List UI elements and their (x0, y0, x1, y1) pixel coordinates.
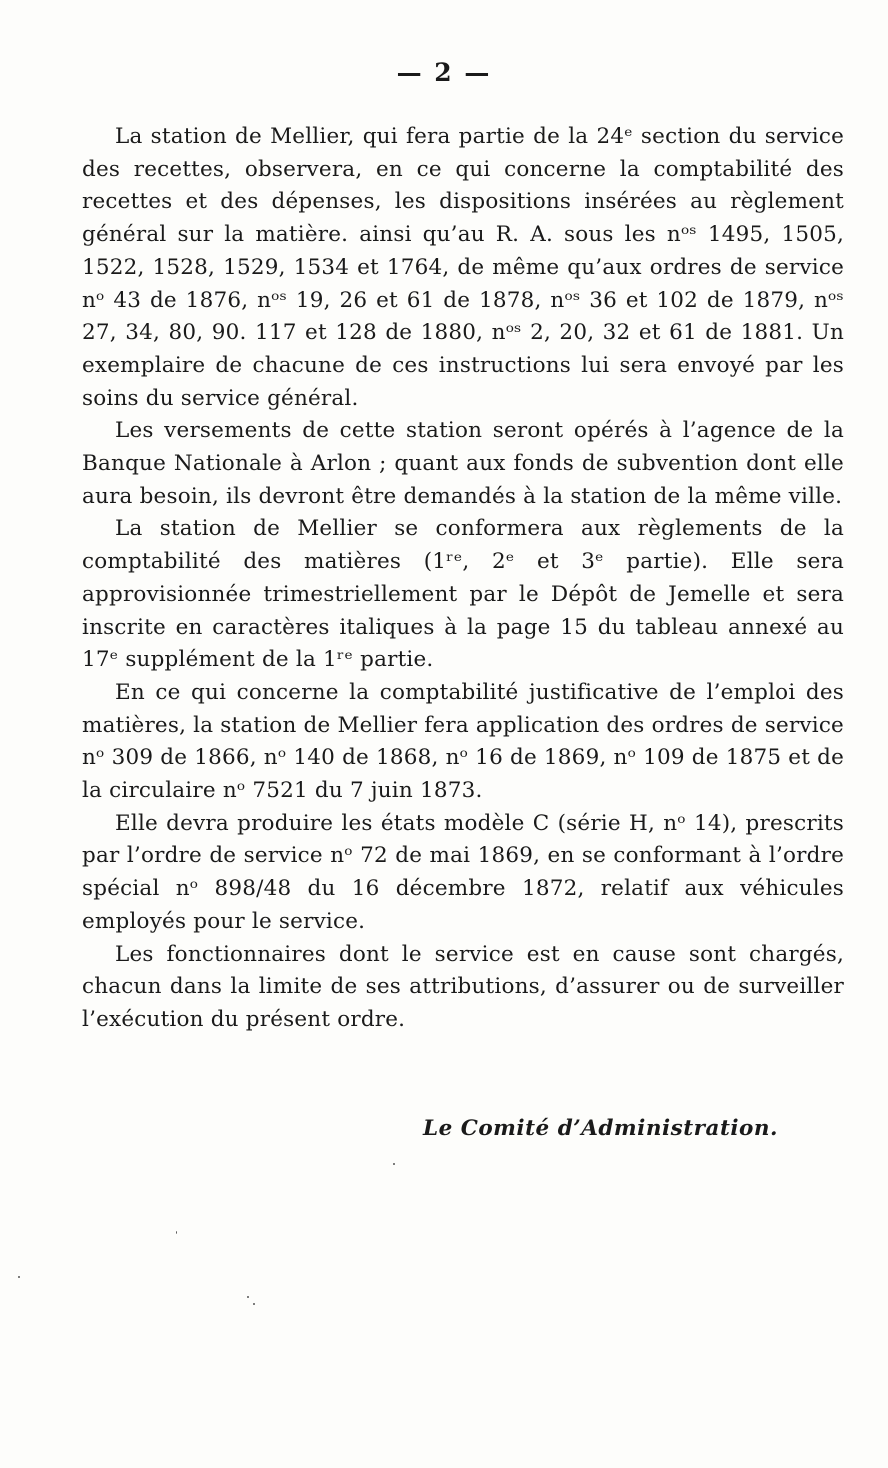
scan-speck (176, 1231, 177, 1234)
signature: Le Comité d’Administration. (422, 1116, 778, 1141)
paragraph-justification: En ce qui concerne la comptabilité justificative de l’emploi des matières, la station de Mellier fera application des ordres de service nᵒ 309 de 1866, nᵒ 140 de 1868, nᵒ 16 de 1869, nᵒ 109 de 1875 et de la circulaire nᵒ 7521 du 7 juin 1873. (82, 679, 844, 804)
scan-speck (18, 1276, 20, 1278)
paragraph-deposits: Les versements de cette station seront opérés à l’agence de la Banque Nationale à Arlon ; quant aux fonds de subvention dont elle aura besoin, ils devront être demandés à la station de la même ville. (82, 418, 844, 509)
page-number: — 2 — (396, 58, 492, 87)
paragraph-materials: La station de Mellier se conformera aux règlements de la comptabilité des matières (1ʳᵉ, 2ᵉ et 3ᵉ partie). Elle sera approvisionnée trimestriellement par le Dépôt de Jemelle et sera inscrite en caractères italiques à la page 15 du tableau annexé au 17ᵉ supplément de la 1ʳᵉ partie. (82, 516, 844, 673)
scan-speck (253, 1303, 255, 1305)
paragraph-accounting: La station de Mellier, qui fera partie de la 24ᵉ section du service des recettes, observera, en ce qui concerne la comptabilité des recettes et des dépenses, les dispositions insérées au règlement général sur la matière. ainsi qu’au R. A. sous les nᵒˢ 1495, 1505, 1522, 1528, 1529, 1534 et 1764, de même qu’aux ordres de service nᵒ 43 de 1876, nᵒˢ 19, 26 et 61 de 1878, nᵒˢ 36 et 102 de 1879, nᵒˢ 27, 34, 80, 90. 117 et 128 de 1880, nᵒˢ 2, 20, 32 et 61 de 1881. Un exemplaire de chacune de ces instructions lui sera envoyé par les soins du service général. (82, 124, 844, 411)
body-text (82, 121, 844, 1037)
scan-speck (247, 1296, 249, 1298)
paragraph-forms: Elle devra produire les états modèle C (série H, nᵒ 14), prescrits par l’ordre de service nᵒ 72 de mai 1869, en se conformant à l’ordre spécial nᵒ 898/48 du 16 décembre 1872, relatif aux véhicules employés pour le service. (82, 810, 844, 934)
paragraph-officials: Les fonctionnaires dont le service est en cause sont chargés, chacun dans la limite de ses attributions, d’assurer ou de surveiller l’exécution du présent ordre. (82, 941, 844, 1032)
scan-speck (393, 1163, 395, 1165)
